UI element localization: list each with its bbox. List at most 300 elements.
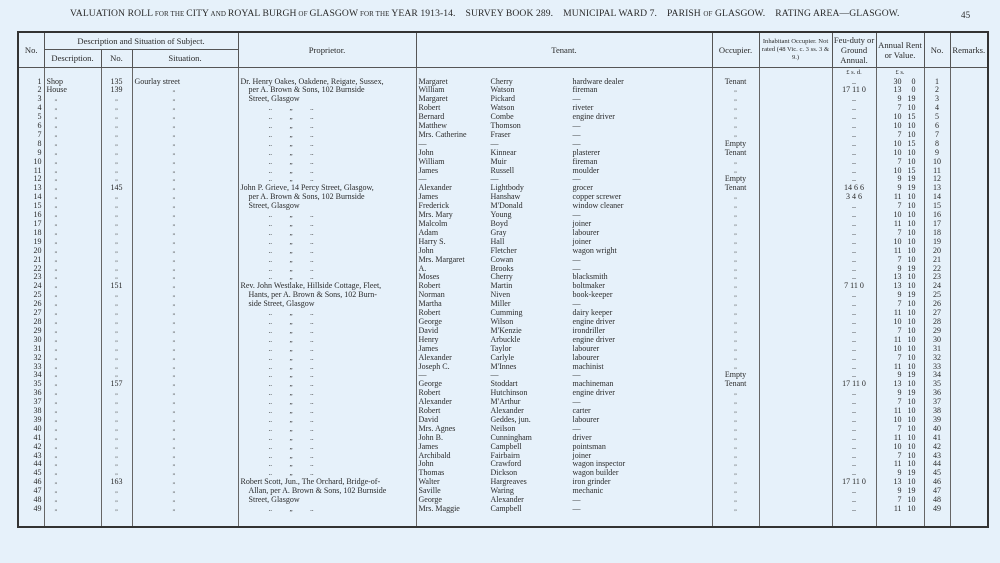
table-row (18, 505, 988, 514)
row-occupier: „ (712, 273, 759, 282)
row-no-2: 38 (924, 407, 950, 416)
row-proprietor: .. „ .. (238, 140, 416, 149)
row-feu-duty: .. (832, 247, 876, 256)
table-row (18, 398, 988, 407)
table-row (18, 336, 988, 345)
row-occupier: „ (712, 354, 759, 363)
row-description: „ (44, 327, 101, 336)
row-description: „ (44, 389, 101, 398)
tenant-occupation: book-keeper (572, 291, 613, 300)
row-remarks (950, 265, 988, 274)
row-occupier: Tenant (712, 149, 759, 158)
row-remarks (950, 460, 988, 469)
row-annual-rent (876, 149, 924, 158)
row-feu-duty: .. (832, 78, 876, 87)
row-no: 27 (18, 309, 44, 318)
row-situation: „ (132, 291, 238, 300)
row-annual-rent (876, 327, 924, 336)
tenant-occupation: iron grinder (572, 478, 611, 487)
rent-pounds: 10 (893, 237, 902, 246)
rent-pounds: 9 (897, 469, 902, 478)
row-inhabitant (759, 140, 832, 149)
row-tenant (416, 202, 712, 211)
row-no-2: 14 (924, 193, 950, 202)
rent-pounds: 9 (897, 175, 902, 184)
table-row (18, 460, 988, 469)
tenant-occupation: machineman (572, 380, 614, 389)
rent-shillings: 10 (907, 104, 916, 113)
row-no: 29 (18, 327, 44, 336)
row-remarks (950, 149, 988, 158)
row-no-2: 41 (924, 434, 950, 443)
table-row (18, 425, 988, 434)
tenant-first-name: Walter (418, 478, 440, 487)
row-feu-duty: .. (832, 309, 876, 318)
table-row (18, 78, 988, 87)
tenant-occupation: carter (572, 407, 591, 416)
row-description: „ (44, 211, 101, 220)
row-tenant (416, 407, 712, 416)
row-number: „ (101, 273, 132, 282)
row-feu-duty: .. (832, 505, 876, 514)
row-annual-rent (876, 416, 924, 425)
tenant-first-name: Adam (418, 228, 439, 237)
tenant-surname: Fairbairn (490, 451, 520, 460)
row-no-2: 36 (924, 389, 950, 398)
row-no-2: 32 (924, 354, 950, 363)
row-remarks (950, 140, 988, 149)
row-feu-duty: 3 4 6 (832, 193, 876, 202)
row-tenant (416, 193, 712, 202)
tenant-surname: Fraser (490, 130, 511, 139)
row-tenant (416, 478, 712, 487)
row-proprietor: .. „ .. (238, 273, 416, 282)
row-tenant (416, 220, 712, 229)
row-proprietor: .. „ .. (238, 327, 416, 336)
tenant-surname: — (490, 175, 499, 184)
row-occupier: „ (712, 407, 759, 416)
row-annual-rent (876, 460, 924, 469)
title-part: ROYAL BURGH (227, 8, 297, 19)
row-number: „ (101, 247, 132, 256)
row-situation: „ (132, 95, 238, 104)
tenant-occupation: — (572, 211, 581, 220)
row-tenant (416, 309, 712, 318)
header-situation: Situation. (132, 49, 238, 67)
rent-pounds: 7 (897, 424, 902, 433)
tenant-first-name: John B. (418, 433, 443, 442)
header-occupier: Occupier. (712, 32, 759, 67)
tenant-first-name: Alexander (418, 398, 452, 407)
rent-pounds: 9 (897, 264, 902, 273)
row-annual-rent (876, 158, 924, 167)
row-no-2: 17 (924, 220, 950, 229)
tenant-occupation: engine driver (572, 389, 615, 398)
tenant-surname: Brooks (490, 264, 514, 273)
row-description: „ (44, 220, 101, 229)
row-annual-rent (876, 247, 924, 256)
row-proprietor: .. „ .. (238, 371, 416, 380)
row-inhabitant (759, 389, 832, 398)
rent-pounds: 11 (893, 407, 902, 416)
table-row (18, 86, 988, 95)
row-situation: „ (132, 469, 238, 478)
row-occupier: „ (712, 265, 759, 274)
row-annual-rent (876, 380, 924, 389)
table-row (18, 273, 988, 282)
row-annual-rent (876, 291, 924, 300)
row-description: „ (44, 416, 101, 425)
rent-shillings: 10 (907, 157, 916, 166)
row-number: „ (101, 140, 132, 149)
row-situation: „ (132, 175, 238, 184)
rent-shillings: 10 (907, 317, 916, 326)
row-remarks (950, 184, 988, 193)
row-remarks (950, 407, 988, 416)
row-feu-duty: .. (832, 496, 876, 505)
row-remarks (950, 496, 988, 505)
row-number: „ (101, 104, 132, 113)
row-no-2: 28 (924, 318, 950, 327)
rent-shillings: 10 (907, 211, 916, 220)
title-part: GLASGOW. RATING AREA—GLASGOW. (712, 8, 900, 19)
row-tenant (416, 265, 712, 274)
row-annual-rent (876, 496, 924, 505)
tenant-first-name: A. (418, 264, 427, 273)
row-number: „ (101, 149, 132, 158)
row-number: „ (101, 113, 132, 122)
row-remarks (950, 336, 988, 345)
row-inhabitant (759, 425, 832, 434)
row-occupier: Tenant (712, 184, 759, 193)
row-situation: „ (132, 460, 238, 469)
row-number: „ (101, 425, 132, 434)
row-annual-rent (876, 300, 924, 309)
row-remarks (950, 345, 988, 354)
row-remarks (950, 291, 988, 300)
tenant-occupation: — (572, 255, 581, 264)
row-remarks (950, 86, 988, 95)
row-feu-duty: .. (832, 211, 876, 220)
row-feu-duty: .. (832, 460, 876, 469)
row-no: 11 (18, 167, 44, 176)
row-inhabitant (759, 434, 832, 443)
row-occupier: „ (712, 131, 759, 140)
row-annual-rent (876, 184, 924, 193)
rent-shillings: 10 (907, 122, 916, 131)
row-number: „ (101, 220, 132, 229)
table-row (18, 309, 988, 318)
row-situation: „ (132, 318, 238, 327)
tenant-occupation: — (572, 505, 581, 513)
row-feu-duty: .. (832, 389, 876, 398)
row-inhabitant (759, 318, 832, 327)
row-annual-rent (876, 265, 924, 274)
row-tenant (416, 175, 712, 184)
row-situation: „ (132, 309, 238, 318)
tenant-first-name: Mrs. Margaret (418, 255, 465, 264)
rent-pounds: 11 (893, 193, 902, 202)
tenant-first-name: Mrs. Catherine (418, 130, 467, 139)
row-remarks (950, 452, 988, 461)
row-description: „ (44, 229, 101, 238)
row-feu-duty: 17 11 0 (832, 86, 876, 95)
row-no: 48 (18, 496, 44, 505)
row-description: „ (44, 434, 101, 443)
row-tenant (416, 167, 712, 176)
row-annual-rent (876, 104, 924, 113)
row-no-2: 16 (924, 211, 950, 220)
row-annual-rent (876, 113, 924, 122)
tenant-first-name: Archibald (418, 451, 451, 460)
tenant-occupation: riveter (572, 104, 594, 113)
row-tenant (416, 363, 712, 372)
row-no: 35 (18, 380, 44, 389)
tenant-occupation: copper screwer (572, 193, 622, 202)
row-no: 32 (18, 354, 44, 363)
rent-shillings: 10 (907, 362, 916, 371)
row-proprietor: .. „ .. (238, 425, 416, 434)
rent-pounds: 11 (893, 246, 902, 255)
rent-shillings: 10 (907, 344, 916, 353)
row-situation: „ (132, 487, 238, 496)
tenant-surname: Hargreaves (490, 478, 527, 487)
row-no: 23 (18, 273, 44, 282)
rent-pounds: 11 (893, 505, 902, 513)
row-tenant (416, 291, 712, 300)
row-occupier: „ (712, 469, 759, 478)
row-situation: „ (132, 122, 238, 131)
row-no-2: 34 (924, 371, 950, 380)
row-occupier: „ (712, 363, 759, 372)
table-row (18, 300, 988, 309)
row-inhabitant (759, 211, 832, 220)
tenant-first-name: William (418, 86, 445, 95)
row-no: 1 (18, 78, 44, 87)
row-no-2: 22 (924, 265, 950, 274)
row-situation: „ (132, 158, 238, 167)
row-tenant (416, 443, 712, 452)
row-number: „ (101, 354, 132, 363)
row-number: „ (101, 318, 132, 327)
rent-pounds: 7 (897, 353, 902, 362)
row-no: 31 (18, 345, 44, 354)
row-proprietor: .. „ .. (238, 389, 416, 398)
row-feu-duty: .. (832, 336, 876, 345)
row-no-2: 43 (924, 452, 950, 461)
tenant-first-name: Henry (418, 335, 439, 344)
rent-shillings: 19 (907, 469, 916, 478)
row-description: Shop (44, 78, 101, 87)
tenant-first-name: James (418, 442, 439, 451)
row-no-2: 42 (924, 443, 950, 452)
row-inhabitant (759, 309, 832, 318)
tenant-occupation: blacksmith (572, 273, 608, 282)
row-no: 19 (18, 238, 44, 247)
row-tenant (416, 496, 712, 505)
row-description: „ (44, 452, 101, 461)
row-inhabitant (759, 273, 832, 282)
table-row (18, 327, 988, 336)
row-situation: „ (132, 371, 238, 380)
row-annual-rent (876, 443, 924, 452)
row-feu-duty: .. (832, 140, 876, 149)
row-annual-rent (876, 273, 924, 282)
tenant-surname: Wilson (490, 317, 514, 326)
header-feu-duty: Feu-duty or Ground Annual. (832, 32, 876, 67)
row-tenant (416, 425, 712, 434)
rent-shillings: 10 (907, 246, 916, 255)
tenant-occupation: moulder (572, 166, 600, 175)
row-tenant (416, 452, 712, 461)
row-remarks (950, 95, 988, 104)
row-annual-rent (876, 452, 924, 461)
rent-shillings: 10 (907, 228, 916, 237)
row-no: 10 (18, 158, 44, 167)
row-tenant (416, 354, 712, 363)
row-description: „ (44, 291, 101, 300)
row-no-2: 39 (924, 416, 950, 425)
row-no-2: 3 (924, 95, 950, 104)
row-situation: „ (132, 247, 238, 256)
title-part: OF (296, 10, 310, 18)
tenant-surname: Carlyle (490, 353, 515, 362)
row-annual-rent (876, 175, 924, 184)
tenant-occupation: dairy keeper (572, 309, 613, 318)
tenant-occupation: fireman (572, 157, 598, 166)
rent-pounds: 7 (897, 255, 902, 264)
row-number: „ (101, 291, 132, 300)
row-situation: „ (132, 434, 238, 443)
row-situation: „ (132, 496, 238, 505)
row-tenant (416, 345, 712, 354)
row-description: „ (44, 158, 101, 167)
row-occupier: „ (712, 496, 759, 505)
tenant-surname: Alexander (490, 496, 524, 505)
row-no-2: 19 (924, 238, 950, 247)
row-remarks (950, 505, 988, 514)
rent-shillings: 10 (907, 398, 916, 407)
row-no: 5 (18, 113, 44, 122)
tenant-first-name: Mrs. Maggie (418, 505, 460, 513)
tenant-surname: Alexander (490, 407, 524, 416)
row-tenant (416, 238, 712, 247)
row-no-2: 30 (924, 336, 950, 345)
row-remarks (950, 113, 988, 122)
row-description: „ (44, 309, 101, 318)
row-tenant (416, 229, 712, 238)
row-no-2: 35 (924, 380, 950, 389)
row-no: 44 (18, 460, 44, 469)
row-situation: „ (132, 149, 238, 158)
row-feu-duty: .. (832, 238, 876, 247)
table-row (18, 238, 988, 247)
row-feu-duty: .. (832, 202, 876, 211)
row-situation: „ (132, 452, 238, 461)
row-occupier: „ (712, 416, 759, 425)
row-no-2: 11 (924, 167, 950, 176)
row-situation: „ (132, 300, 238, 309)
row-number: „ (101, 443, 132, 452)
row-annual-rent (876, 122, 924, 131)
row-no-2: 47 (924, 487, 950, 496)
tenant-first-name: John (418, 460, 434, 469)
row-occupier: „ (712, 122, 759, 131)
tenant-first-name: Robert (418, 282, 441, 291)
tenant-occupation: — (572, 424, 581, 433)
row-situation: „ (132, 202, 238, 211)
row-inhabitant (759, 282, 832, 291)
tenant-occupation: driver (572, 433, 592, 442)
row-description: „ (44, 336, 101, 345)
row-annual-rent (876, 229, 924, 238)
header-no: No. (18, 32, 44, 67)
tenant-surname: Waring (490, 487, 514, 496)
table-row (18, 452, 988, 461)
row-remarks (950, 167, 988, 176)
row-no: 41 (18, 434, 44, 443)
tenant-surname: Muir (490, 157, 507, 166)
row-inhabitant (759, 496, 832, 505)
row-feu-duty: .. (832, 363, 876, 372)
rent-pounds: 10 (893, 442, 902, 451)
header-no-2: No. (924, 32, 950, 67)
tenant-occupation: — (572, 300, 581, 309)
row-no-2: 45 (924, 469, 950, 478)
row-description: „ (44, 95, 101, 104)
row-tenant (416, 300, 712, 309)
tenant-surname: Thomson (490, 122, 521, 131)
row-tenant (416, 158, 712, 167)
tenant-first-name: Mrs. Agnes (418, 424, 456, 433)
row-annual-rent (876, 434, 924, 443)
rent-shillings: 10 (907, 282, 916, 291)
row-remarks (950, 318, 988, 327)
rent-pounds: 7 (897, 398, 902, 407)
tenant-first-name: George (418, 317, 442, 326)
row-number: „ (101, 416, 132, 425)
row-no-2: 6 (924, 122, 950, 131)
row-description: „ (44, 496, 101, 505)
row-proprietor: Street, Glasgow (238, 95, 416, 104)
row-no: 2 (18, 86, 44, 95)
tenant-occupation: labourer (572, 353, 600, 362)
row-proprietor: John P. Grieve, 14 Percy Street, Glasgow, (238, 184, 416, 193)
rent-pounds: 9 (897, 184, 902, 193)
valuation-table (17, 31, 989, 528)
rent-shillings: 10 (907, 460, 916, 469)
row-description: „ (44, 460, 101, 469)
row-inhabitant (759, 505, 832, 514)
row-inhabitant (759, 336, 832, 345)
table-row (18, 496, 988, 505)
row-number: „ (101, 309, 132, 318)
tenant-surname: Cowan (490, 255, 514, 264)
row-situation: „ (132, 380, 238, 389)
tenant-occupation: — (572, 496, 581, 505)
row-occupier: „ (712, 300, 759, 309)
tenant-surname: — (490, 371, 499, 380)
row-tenant (416, 86, 712, 95)
tenant-surname: Watson (490, 104, 515, 113)
row-number: „ (101, 265, 132, 274)
row-description: „ (44, 345, 101, 354)
row-annual-rent (876, 211, 924, 220)
row-annual-rent (876, 256, 924, 265)
tenant-first-name: Bernard (418, 113, 445, 122)
rent-shillings: 10 (907, 335, 916, 344)
row-no-2: 23 (924, 273, 950, 282)
